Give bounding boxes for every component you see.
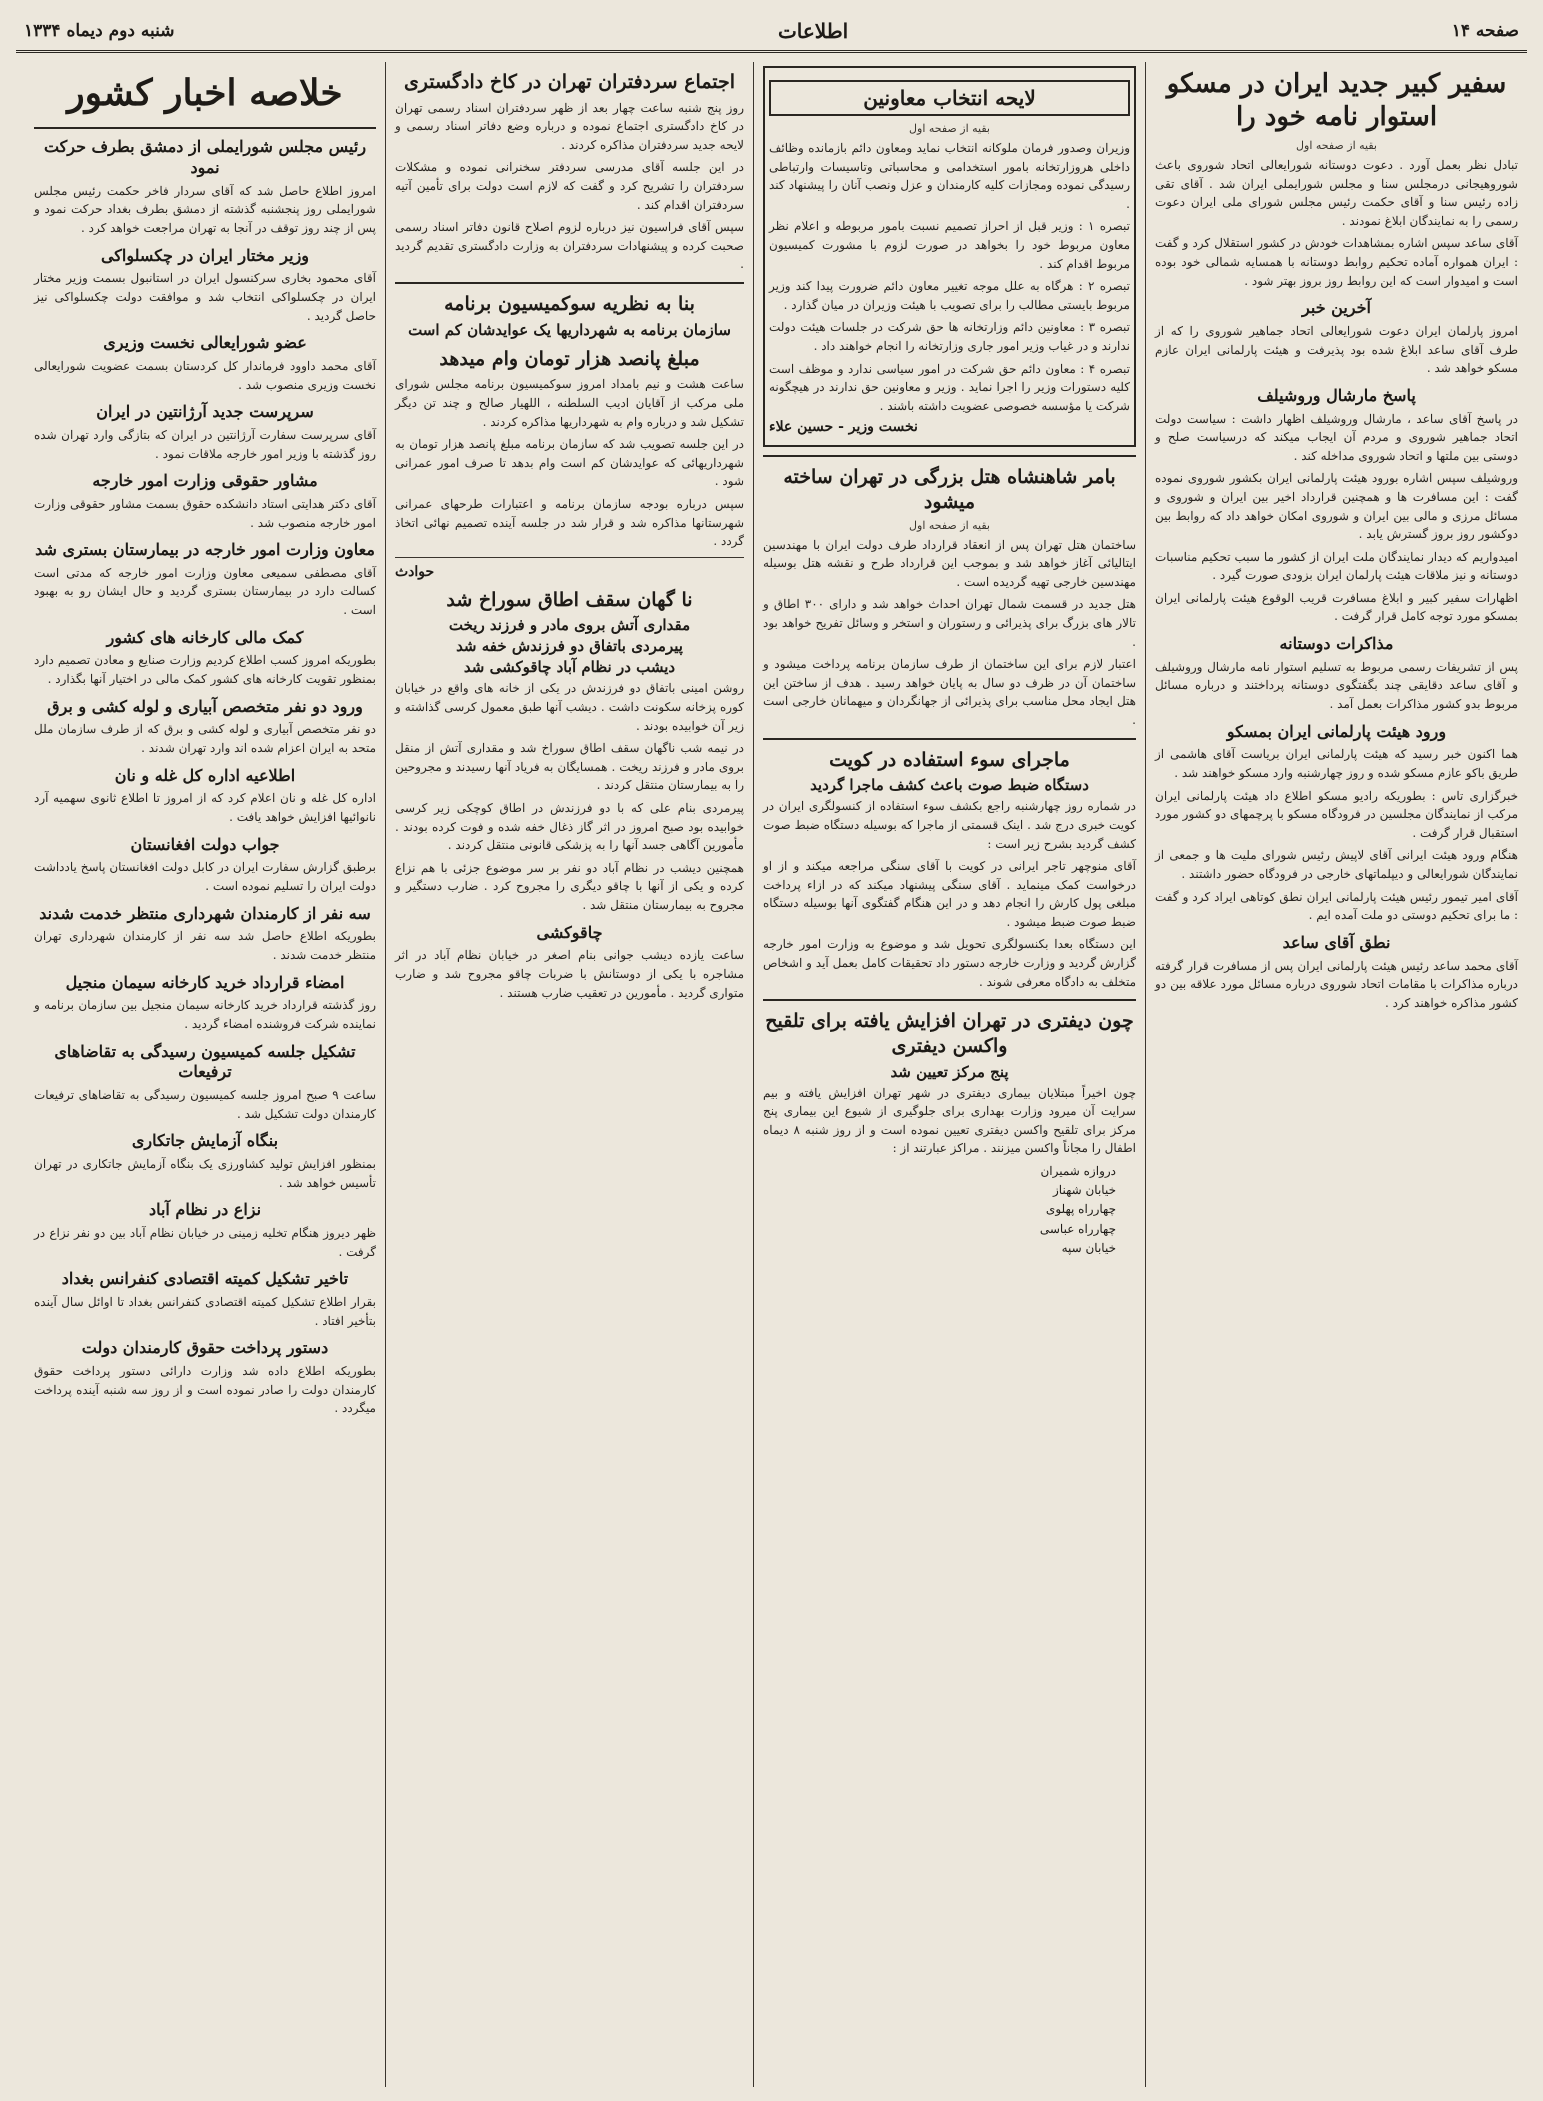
deputies-para: وزیران وصدور فرمان ملوکانه انتخاب نماید ومعاون دائم بازمانده وظائف داخلی هروزارتخانه بامور استخدامی و محاسباتی وتاسیسات وارتباطی رسیدگی نموده ومجازات کلیه کارمندان و عزل ونصب آنان را پیشنهاد کند . [769,141,1130,211]
deputies-signature: نخست وزیر - حسین علاء [769,419,918,436]
center-item: چهارراه پهلوی [1045,1202,1116,1217]
loan-amount-headline: مبلغ پانصد هزار تومان وام میدهد [439,347,700,370]
kuwait-headline: ماجرای سوء استفاده در کویت [829,748,1070,771]
divider [763,999,1136,1001]
summary-item-title: مشاور حقوقی وزارت امور خارجه [92,471,318,491]
notaries-headline: اجتماع سردفتران تهران در کاخ دادگستری [403,71,736,93]
summary-item-title: بنگاه آزمایش جاتکاری [131,1131,279,1151]
ambassador-subhead: آخرین خبر [1302,298,1371,318]
page-number: صفحه ۱۴ [1451,21,1519,41]
notaries-para: سپس آقای فراسیون نیز درباره لزوم اصلاح قانون دفاتر اسناد رسمی صحبت کرده و پیشنهادات سردفتران به وزارت دادگستری تقدیم گردید . [395,220,744,272]
summary-item-title: تشکیل جلسه کمیسیون رسیدگی به تقاضاهای ترفیعات [54,1041,356,1082]
issue-date: شنبه دوم دیماه ۱۳۳۴ [24,21,175,41]
summary-item-title: تاخیر تشکیل کمیته اقتصادی کنفرانس بغداد [61,1269,349,1289]
deputies-title: لایحه انتخاب معاونین [769,80,1130,116]
summary-item-text: امروز اطلاع حاصل شد که آقای سردار فاخر حکمت رئیس مجلس شورایملی روز پنجشنبه گذشته از دمشق بطرف بغداد حرکت نمود و پس از چند روز توقف در آنجا به تهران مراجعت خواهد کرد . [34,183,376,235]
deputies-para: تبصره ۲ : هرگاه به علل موجه تغییر معاون دائم ضرورت پیدا کند وزیر مربوط بایستی مطالب را برای تصویب با هیئت وزیران در میان گذارد . [769,279,1130,312]
ambassador-subhead: ورود هیئت پارلمانی ایران بمسکو [1226,721,1447,741]
ambassador-para: تبادل نظر بعمل آورد . دعوت دوستانه شورایعالی اتحاد شوروی باعث شوروهیجانی درمجلس سنا و مجلس شورایملی ایران شد . آقای تقی زاده رئیس سنا و آقای حکمت رئیس مجلس شورای ملی ایران دعوت رسمی را به نمایندگان ابلاغ نمودند . [1155,158,1518,228]
notaries-para: در این جلسه آقای مدرسی سردفتر سخنرانی نموده و مشکلات سردفتران را تشریح کرد و گفت که لازم است دولت برای تأمین آتیه سردفتران اقدام کند . [395,160,744,212]
summary-item-text: آقای محمد داوود فرماندار کل کردستان بسمت عضویت شورایعالی نخست وزیری منصوب شد . [34,358,376,392]
deputies-box [763,66,1136,447]
ambassador-para: در پاسخ آقای ساعد ، مارشال وروشیلف اظهار داشت : سیاست دولت اتحاد جماهیر شوروی و مردم آن ایجاب میکند که درسیاست صلح و دوستی بین ملتها و اتحاد شوروی مداخله کند . [1155,411,1518,463]
masthead [16,18,1527,53]
loan-headline: بنا به نظریه سوکمیسیون برنامه [444,293,695,316]
summary-item-title: ورود دو نفر متخصص آبیاری و لوله کشی و برق [47,696,363,716]
kuwait-para: این دستگاه بعدا بکنسولگری تحویل شد و موضوع به وزارت امور خارجه گزارش گردید و وزارت خارجه دستور داد تحقیقات کامل بعمل آید و اشخاص متخلف به دادگاه معرفی شوند . [763,937,1136,989]
summary-item-title: دستور پرداخت حقوق کارمندان دولت [81,1338,329,1358]
diphtheria-para: چون اخیراً مبتلایان بیماری دیفتری در شهر تهران افزایش یافته و بیم سرایت آن میرود وزارت بهداری برای جلوگیری از شیوع این بیماری پنج مرکز برای تلقیح واکسن دیفتری تعیین نموده است و از روز شنبه ۸ دیماه اطفال را مجاناً واکسن میزنند . مراکز عبارتند از : [763,1085,1136,1156]
summary-item-text: بطوریکه اطلاع حاصل شد سه نفر از کارمندان شهرداری تهران منتظر خدمت شدند . [34,929,376,962]
column-news-summary [25,62,385,2087]
summary-item-text: بمنظور افزایش تولید کشاورزی یک بنگاه آزمایش جاتکاری در تهران تأسیس خواهد شد . [34,1157,376,1190]
summary-item-title: عضو شورایعالی نخست وزیری [103,333,307,353]
summary-item-text: آقای دکتر هدایتی استاد دانشکده حقوق بسمت مشاور حقوقی وزارت امور خارجه منصوب شد . [34,496,376,530]
ambassador-para: خبرگزاری تاس : بطوریکه رادیو مسکو اطلاع داد هیئت پارلمانی ایران مرکب از نمایندگان مجلسین در فرودگاه مسکو با پرچمهای دو کشور مورد استقبال قرار گرفت . [1155,788,1518,840]
summary-item-title: جواب دولت افغانستان [130,834,280,854]
center-item: خیابان سپه [1061,1240,1116,1255]
summary-item-title: امضاء قرارداد خرید کارخانه سیمان منجیل [65,972,345,992]
ambassador-para: امیدواریم که دیدار نمایندگان ملت ایران از کشور ما سبب تحکیم مناسبات دوستانه و نیز ملاقات هیئت پارلمان ایران بزودی صورت گیرد . [1155,549,1518,583]
center-item: خیابان شهناز [1053,1183,1116,1198]
hotel-para: اعتبار لازم برای این ساختمان از طرف سازمان برنامه پرداخت میشود و ساختمان آن در ظرف دو سال به پایان خواهد رسید . هدف از ساختن این هتل ایجاد محل مناسب برای پذیرائی از جهانگردان و میهمانان خارجی است . [763,657,1136,728]
accident-subhead: پیرمردی باتفاق دو فرزندش خفه شد [456,637,683,656]
ambassador-subhead: مذاکرات دوستانه [1279,634,1394,654]
center-item: چهارراه عباسی [1039,1221,1116,1236]
summary-item-title: کمک مالی کارخانه های کشور [106,627,304,647]
deputies-para: تبصره ۳ : معاونین دائم وزارتخانه ها حق شرکت در جلسات هیئت دولت ندارند و در غیاب وزیر امور جاری وزارتخانه را انجام خواهند داد . [769,320,1130,353]
hotel-headline: بامر شاهنشاه هتل بزرگی در تهران ساخته میشود [783,466,1116,513]
hotel-para: هتل جدید در قسمت شمال تهران احداث خواهد شد و دارای ۳۰۰ اطاق و تالار های بزرگ برای پذیرائی و رستوران و استخر و وسائل تفریح خواهد بود . [763,597,1137,649]
accident-para: در نیمه شب ناگهان سقف اطاق سوراخ شد و مقداری آتش از منقل بروی مادر و فرزند ریخت . همسایگان به فریاد آنها رسیدند و مجروحین را به بیمارستان منتقل کردند . [395,741,744,793]
ambassador-para: اظهارات سفیر کبیر و ابلاغ مسافرت قریب الوقوع هیئت پارلمانی ایران بمسکو مورد توجه کامل قرار گرفت . [1155,590,1518,624]
summary-item-text: روز گذشته قرارداد خرید کارخانه سیمان منجیل بین سازمان برنامه و نماینده شرکت فروشنده امضاء گردید . [34,998,376,1031]
diphtheria-headline: چون دیفتری در تهران افزایش یافته برای تلقیح واکسن دیفتری [765,1010,1134,1057]
accident-subhead: دیشب در نظام آباد چاقوکشی شد [463,658,676,677]
kuwait-para: آقای منوچهر تاجر ایرانی در کویت با آقای سنگی مراجعه میکند و از او درخواست کمک مینماید . آقای سنگی پیشنهاد میکند که در ازاء پرداخت مبلغی پول کارش را انجام دهد و در این هنگام گفتگوی آنها بوسیله دستگاه ضبط صوت ضبط میشود . [763,859,1136,929]
ambassador-para: امروز پارلمان ایران دعوت شورایعالی اتحاد جماهیر شوروی را که از طرف آقای ساعد ابلاغ شده بود پذیرفت و هیئت پارلمانی ایران عازم مسکو خواهد شد . [1155,323,1518,376]
summary-item-text: اداره کل غله و نان اعلام کرد که از امروز تا اطلاع ثانوی سهمیه آرد نانوائیها افزایش خواهد یافت . [34,791,376,825]
column-ambassador [1145,62,1527,2087]
summary-item-title: نزاع در نظام آباد [148,1200,262,1220]
divider [763,738,1136,740]
summary-item-text: ظهر دیروز هنگام تخلیه زمینی در خیابان نظام آباد بین دو نفر نزاع در گرفت . [34,1226,376,1259]
accident-para: همچنین دیشب در نظام آباد دو نفر بر سر موضوع جزئی با هم نزاع کرده و یکی از آنها با چاقو دیگری را مجروح کرد . ضارب دستگیر و مجروح به بیمارستان منتقل شد . [395,860,744,912]
hotel-note: بقیه از صفحه اول [909,518,990,532]
summary-banner: خلاصه اخبار کشور [67,72,343,114]
summary-item-text: بطوریکه امروز کسب اطلاع کردیم وزارت صنایع و معادن تصمیم دارد بمنظور تقویت کارخانه های کشور کمک مالی در اختیار آنها بگذارد . [34,653,376,687]
divider [395,282,744,284]
loan-subhead: سازمان برنامه به شهرداریها یک عوایدشان کم است [408,320,731,339]
divider [395,557,744,558]
ambassador-para: پس از تشریفات رسمی مربوط به تسلیم استوار نامه مارشال وروشیلف و آقای ساعد دقایقی چند بگفتگوی دوستانه پرداختند و درباره مسائل مربوط بدو کشور مذاکرات بعمل آمد . [1155,659,1518,712]
summary-item-text: آقای سرپرست سفارت آرژانتین در ایران که بتازگی وارد تهران شده روز گذشته با وزیر امور خارجه ملاقات نمود . [34,427,376,461]
deputies-cont-note: بقیه از صفحه اول [909,122,990,135]
accident-headline: نا گهان سقف اطاق سوراخ شد [446,588,693,611]
ambassador-cont-note: بقیه از صفحه اول [1296,139,1377,152]
accident-subhead: مقداری آتش بروی مادر و فرزند ریخت [448,616,691,635]
summary-item-text: ساعت ۹ صبح امروز جلسه کمیسیون رسیدگی به تقاضاهای ترفیعات کارمندان دولت تشکیل شد . [34,1088,376,1121]
loan-para: ساعت هشت و نیم بامداد امروز سوکمیسیون برنامه مجلس شورای ملی مرکب از آقایان ادیب السلطنه ، اللهیار صالح و چند تن دیگر تشکیل شد و درباره وام به شهرداریها مذاکره کردند . [395,377,744,429]
column-deputies [753,62,1145,2087]
divider [34,127,376,129]
ambassador-para: هما اکنون خبر رسید که هیئت پارلمانی ایران بریاست آقای هاشمی از طریق باکو عازم مسکو شده و روز چهارشنبه وارد مسکو خواهند شد . [1155,747,1518,781]
ambassador-para: آقای امیر تیمور رئیس هیئت پارلمانی ایران نطق کوتاهی ایراد کرد و گفت : ما برای تحکیم دوستی دو ملت آمده ایم . [1155,889,1518,923]
ambassador-para: آقای محمد ساعد رئیس هیئت پارلمانی ایران پس از مسافرت قرار گرفته درباره مذاکرات با مقامات اتحاد شوروی درباره مسائل مورد علاقه بین دو کشور مذاکره خواهند کرد . [1155,958,1518,1010]
stabbing-para: ساعت یازده دیشب جوانی بنام اصغر در خیابان نظام آباد در اثر مشاجره با یکی از دوستانش با ضربات چاقو مجروح شد و ضارب متواری گردید . مأمورین در تعقیب ضارب هستند . [395,948,744,1000]
summary-item-text: بطوریکه اطلاع داده شد وزارت دارائی دستور پرداخت حقوق کارمندان دولت را صادر نموده است و از روز سه شنبه آینده پرداخت میگردد . [34,1364,376,1416]
ambassador-para: هنگام ورود هیئت ایرانی آقای لاپیش رئیس شورای ملیت ها و جمعی از نمایندگان شورایعالی و دیپلماتهای خارجی در فرودگاه حضور داشتند . [1155,848,1518,881]
summary-item-title: اطلاعیه اداره کل غله و نان [114,765,296,785]
summary-list [34,137,376,1418]
ambassador-para: وروشیلف سپس اشاره بورود هیئت پارلمانی ایران بکشور شوروی نموده گفت : این مسافرت ها و همچنین قرارداد اخیر بین ایران و شوروی و مسائل مرزی و مالی بین ایران و شوروی امکان خواهد داد که روابط بین دوکشور روز بروز گسترش یابد . [1155,471,1518,542]
summary-item-title: معاون وزارت امور خارجه در بیمارستان بستری شد [35,540,375,560]
deputies-para: تبصره ۴ : معاون دائم حق شرکت در امور سیاسی ندارد و موظف است کلیه دستورات وزیر را اجرا نماید . وزیر و معاونین حق ندارند در هیچگونه شرکت یا مؤسسه خصوصی عضویت داشته باشند . [769,361,1131,413]
loan-para: سپس درباره بودجه سازمان برنامه و اعتبارات طرحهای عمرانی شهرستانها مذاکره شد و قرار شد در جلسه آینده تصمیم نهائی اتخاذ گردد . [395,496,744,549]
loan-para: در این جلسه تصویب شد که سازمان برنامه مبلغ پانصد هزار تومان به شهرداریهائی که عوایدشان کم است وام بدهد تا صرف امور عمرانی شود . [395,437,744,489]
ambassador-para: آقای ساعد سپس اشاره بمشاهدات خودش در کشور استقلال کرد و گفت : ایران همواره آماده تحکیم روابط دوستانه با همسایه شمالی خود بوده است و امیدوار است که این روابط روز بروز بهتر شود . [1155,236,1518,288]
vaccination-centers [783,1162,1116,1258]
summary-item-text: آقای محمود بخاری سرکنسول ایران در استانبول بسمت وزیر مختار ایران در چکسلواکی انتخاب شد و موافقت دولت چکسلواکی نیز حاصل گردید . [34,271,376,323]
kuwait-subhead: دستگاه ضبط صوت باعث کشف ماجرا گردید [810,776,1089,795]
newspaper-name: اطلاعات [777,19,849,43]
summary-item-title: سه نفر از کارمندان شهرداری منتظر خدمت شدند [39,903,371,923]
ambassador-subhead: پاسخ مارشال وروشیلف [1257,385,1416,405]
ambassador-subhead: نطق آقای ساعد [1282,932,1391,952]
center-item: دروازه شمیران [1040,1164,1116,1178]
ambassador-headline: سفیر کبیر جدید ایران در مسکو استوار نامه خود را [1166,69,1507,132]
accident-para: روشن امینی باتفاق دو فرزندش در یکی از خانه های واقع در خیابان کوره پزخانه سکونت داشت . دیشب آنها طبق معمول کرسی گذاشته و زیر آن خوابیده بودند . [395,681,744,733]
notaries-para: روز پنج شنبه ساعت چهار بعد از ظهر سردفتران اسناد رسمی تهران در کاخ دادگستری اجتماع نموده و درباره وضع دفاتر اسناد رسمی و لایحه جدید سردفتران مذاکره کردند . [395,100,744,152]
summary-item-title: سرپرست جدید آرژانتین در ایران [96,402,314,422]
summary-item-text: برطبق گزارش سفارت ایران در کابل دولت افغانستان پاسخ یادداشت دولت ایران را تسلیم نموده است . [34,860,376,894]
summary-item-text: بقرار اطلاع تشکیل کمیته اقتصادی کنفرانس بغداد تا اوائل سال آینده بتأخیر افتاد . [34,1295,376,1328]
kuwait-para: در شماره روز چهارشنبه راجع بکشف سوء استفاده از کنسولگری ایران در کویت خبری درج شد . اینک قسمتی از ماجرا که بوسیله دستگاه ضبط صوت کشف گردید بشرح زیر است : [763,799,1136,851]
diphtheria-subhead: پنج مرکز تعیین شد [890,1062,1009,1081]
divider [763,455,1136,457]
summary-item-title: وزیر مختار ایران در چکسلواکی [100,245,310,265]
column-notaries [385,62,753,2087]
deputies-para: تبصره ۱ : وزیر قبل از احراز تصمیم نسبت بامور مربوطه و اعلام نظر معاون مربوط خود را بخواهد در صورت لزوم با مشورت کمیسیون مربوط اقدام کند . [769,219,1131,271]
summary-item-title: رئیس مجلس شورایملی از دمشق بطرف حرکت نمود [43,137,367,177]
accident-para: پیرمردی بنام علی که با دو فرزندش در اطاق کوچکی زیر کرسی خوابیده بود صبح امروز در اثر گاز ذغال خفه شده و فوت کرده بودند . مأمورین آگاهی جسد آنها را به پزشکی قانونی منتقل کردند . [395,801,744,853]
columns [16,62,1527,2087]
summary-item-text: دو نفر متخصص آبیاری و لوله کشی و برق که از طرف سازمان ملل متحد به ایران اعزام شده اند وارد تهران شدند . [34,722,376,756]
section-label: حوادث [395,563,435,580]
stabbing-subhead: چاقوکشی [536,922,603,942]
summary-item-text: آقای مصطفی سمیعی معاون وزارت امور خارجه که مدتی است کسالت دارد در بیمارستان بستری گردید و حال ایشان رو به بهبود است . [34,565,376,618]
hotel-para: ساختمان هتل تهران پس از انعقاد قرارداد طرف دولت ایران با مهندسین ایتالیائی آغاز خواهد شد و بموجب این قرارداد طرح و نقشه هتل بوسیله مهندسین خارجی تهیه گردیده است . [763,537,1136,589]
